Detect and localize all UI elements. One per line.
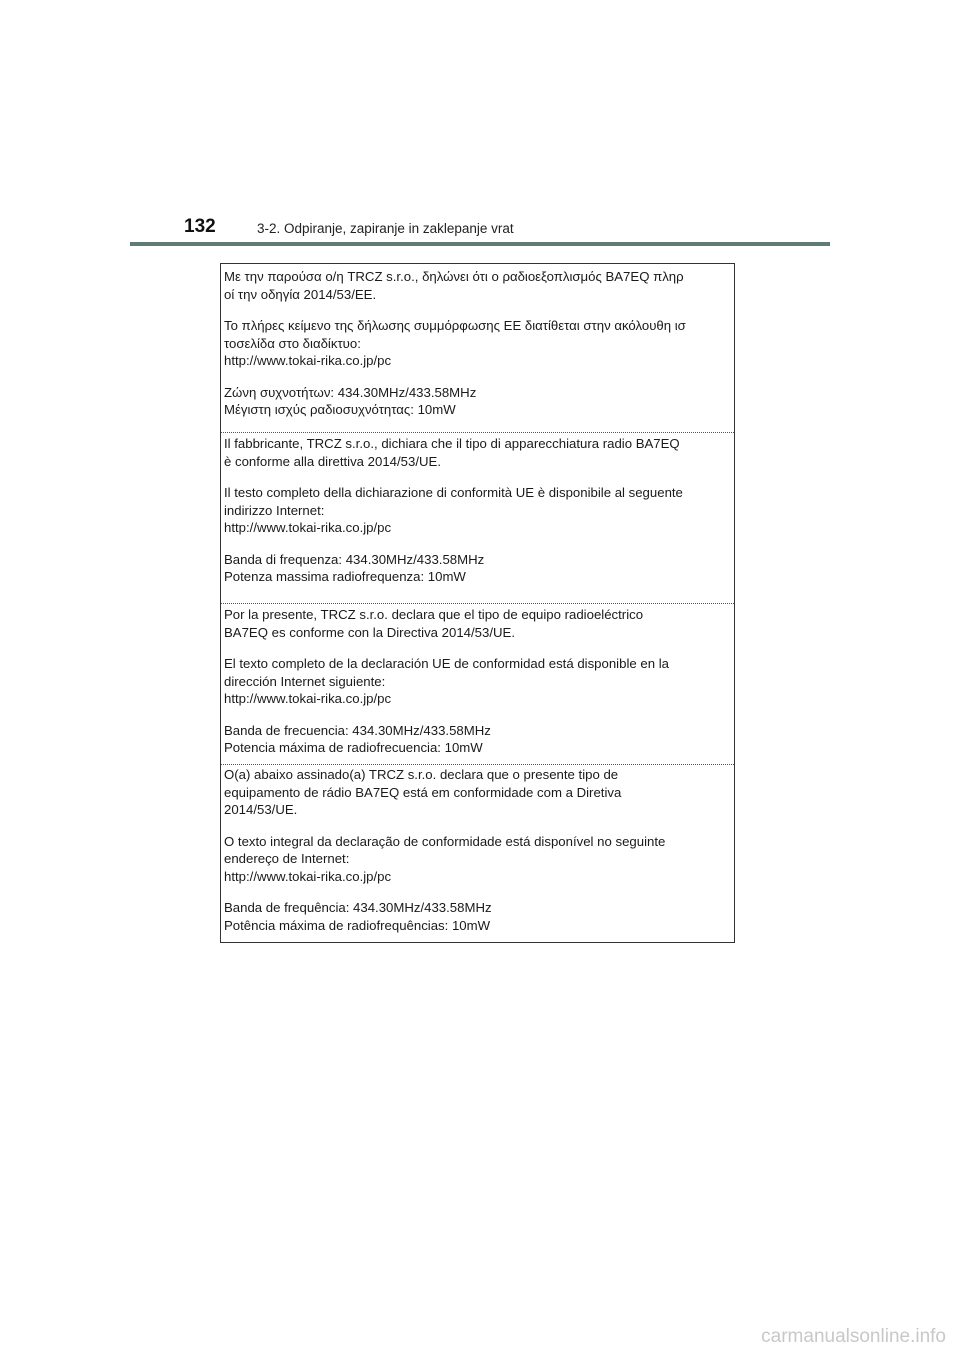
greek-frequency: Ζώνη συχνοτήτων: 434.30MHz/433.58MHz <box>224 384 477 400</box>
spanish-statement-line-1: Por la presente, TRCZ s.r.o. declara que el tipo de equipo radioeléctrico <box>224 607 644 622</box>
spanish-statement-line-2: BA7EQ es conforme con la Directiva 2014/53/UE. <box>224 624 516 640</box>
declaration-italian <box>221 435 734 586</box>
greek-url: http://www.tokai-rika.co.jp/pc <box>224 353 392 368</box>
greek-fulltext-line-2: τοσελίδα στο διαδίκτυο: <box>224 335 361 351</box>
italian-fulltext-line-2: indirizzo Internet: <box>224 502 325 518</box>
italian-url: http://www.tokai-rika.co.jp/pc <box>224 520 392 535</box>
greek-statement-line-2: οί την οδηγία 2014/53/ΕΕ. <box>224 286 377 302</box>
portuguese-fulltext-line-1: O texto integral da declaração de conformidade está disponível no seguinte <box>224 833 666 849</box>
watermark: carmanualsonline.info <box>761 1326 946 1347</box>
portuguese-fulltext-line-2: endereço de Internet: <box>224 851 350 866</box>
separator-1 <box>221 432 734 433</box>
header-rule <box>130 242 830 246</box>
declaration-portuguese <box>221 766 734 934</box>
declaration-spanish <box>221 606 734 757</box>
greek-power: Μέγιστη ισχύς ραδιοσυχνότητας: 10mW <box>224 402 456 417</box>
page-number: 132 <box>184 216 216 237</box>
italian-statement-line-2: è conforme alla direttiva 2014/53/UE. <box>224 453 441 469</box>
separator-3 <box>221 764 734 765</box>
spanish-power: Potencia máxima de radiofrecuencia: 10mW <box>224 740 483 755</box>
italian-statement-line-1: Il fabbricante, TRCZ s.r.o., dichiara che il tipo di apparecchiatura radio BA7EQ <box>224 436 680 451</box>
greek-fulltext-line-1: Το πλήρες κείμενο της δήλωσης συμμόρφωσης ΕΕ διατίθεται στην ακόλουθη ισ <box>224 318 686 333</box>
portuguese-statement-line-1: O(a) abaixo assinado(a) TRCZ s.r.o. declara que o presente tipo de <box>224 767 619 782</box>
spanish-frequency: Banda de frecuencia: 434.30MHz/433.58MHz <box>224 722 491 738</box>
portuguese-statement-line-3: 2014/53/UE. <box>224 802 298 817</box>
spanish-fulltext-line-2: dirección Internet siguiente: <box>224 673 386 689</box>
greek-statement-line-1: Με την παρούσα ο/η TRCZ s.r.o., δηλώνει ότι ο ραδιοεξοπλισμός BA7EQ πληρ <box>224 269 684 284</box>
portuguese-frequency: Banda de frequência: 434.30MHz/433.58MHz <box>224 900 492 915</box>
section-title: 3-2. Odpiranje, zapiranje in zaklepanje vrat <box>257 221 514 236</box>
italian-power: Potenza massima radiofrequenza: 10mW <box>224 569 466 584</box>
italian-frequency: Banda di frequenza: 434.30MHz/433.58MHz <box>224 551 485 567</box>
declaration-box <box>220 263 735 943</box>
spanish-url: http://www.tokai-rika.co.jp/pc <box>224 691 392 706</box>
declaration-greek <box>221 268 734 419</box>
spanish-fulltext-line-1: El texto completo de la declaración UE de conformidad está disponible en la <box>224 656 669 671</box>
portuguese-url: http://www.tokai-rika.co.jp/pc <box>224 868 392 884</box>
portuguese-power: Potência máxima de radiofrequências: 10mW <box>224 917 491 933</box>
italian-fulltext-line-1: Il testo completo della dichiarazione di conformità UE è disponibile al seguente <box>224 485 683 500</box>
portuguese-statement-line-2: equipamento de rádio BA7EQ está em conformidade com a Diretiva <box>224 784 622 800</box>
separator-2 <box>221 603 734 604</box>
